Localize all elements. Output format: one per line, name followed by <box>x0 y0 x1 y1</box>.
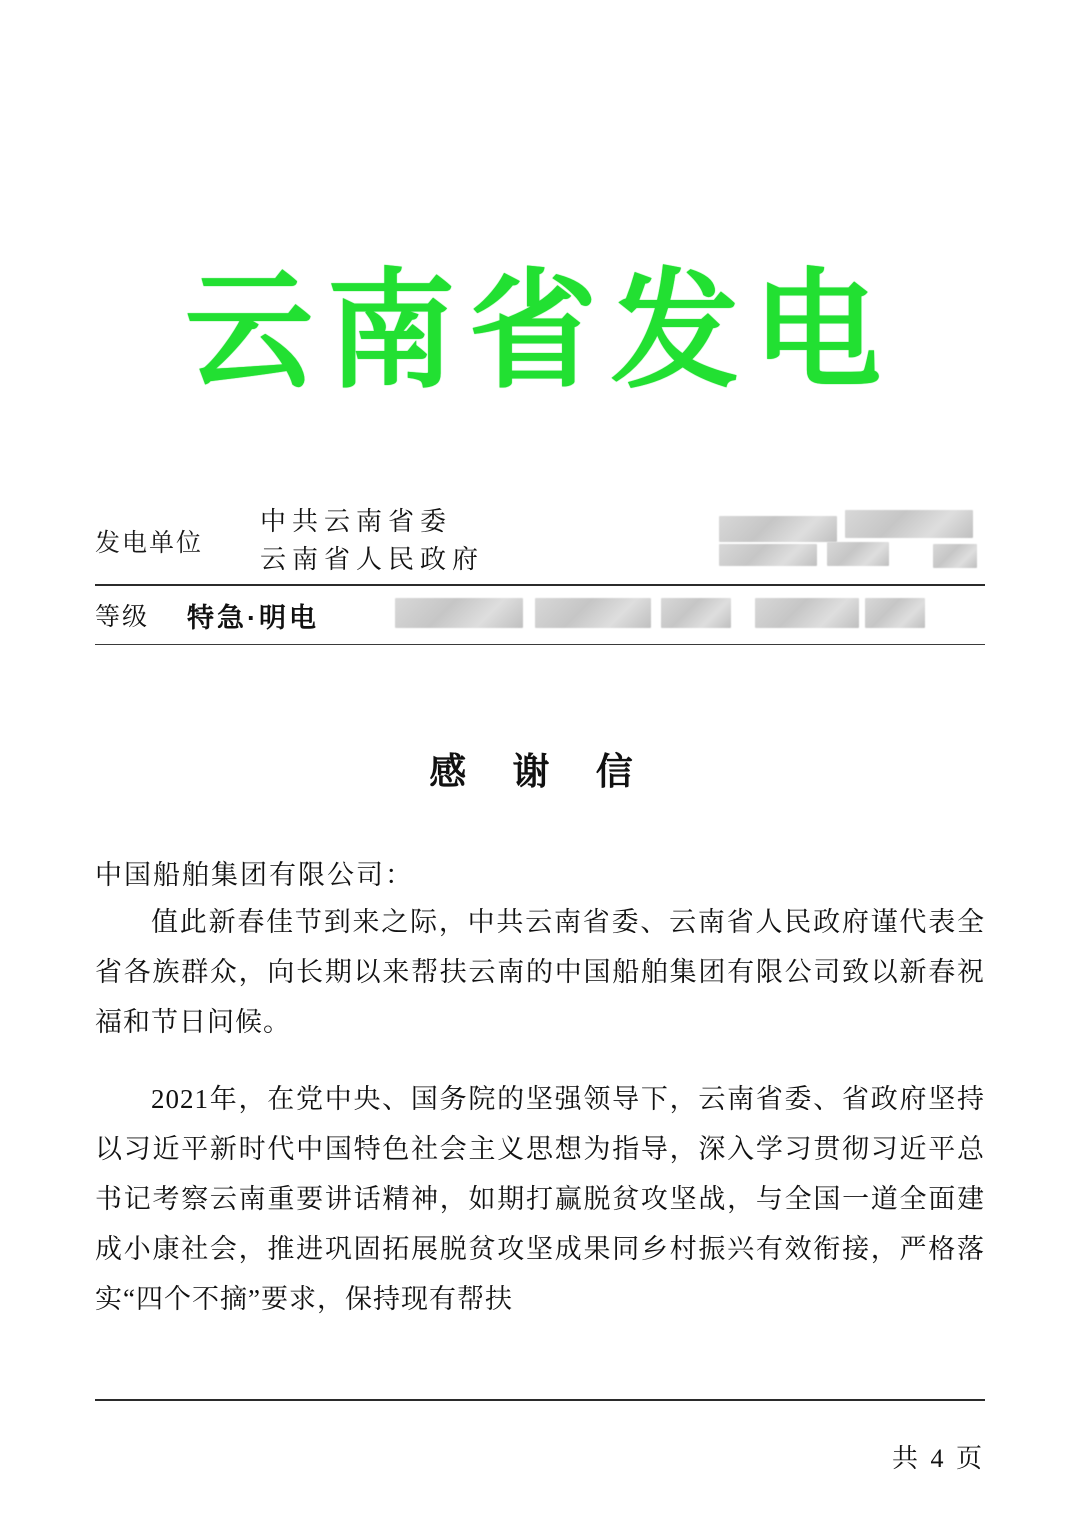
sender-row <box>95 504 985 578</box>
level-value: 特急·明电 <box>187 602 319 633</box>
document-title: 感 谢 信 <box>429 751 651 792</box>
redacted-block-5 <box>933 544 977 568</box>
body-paragraph-1: 值此新春佳节到来之际，中共云南省委、云南省人民政府谨代表全省各族群众，向长期以来帮扶云南的中国船舶集团有限公司致以新春祝福和节日问候。 <box>95 907 985 1037</box>
redacted-block-7 <box>535 598 651 628</box>
level-row <box>95 586 985 644</box>
sender-label: 发电单位 <box>95 530 204 557</box>
redacted-block-9 <box>755 598 859 628</box>
sender-line-1: 中共云南省委 <box>260 507 453 537</box>
body-paragraph-2: 2021年，在党中央、国务院的坚强领导下，云南省委、省政府坚持以习近平新时代中国特色社会主义思想为指导，深入学习贯彻习近平总书记考察云南重要讲话精神，如期打赢脱贫攻坚战，与全国一道全面建成小康社会，推进巩固拓展脱贫攻坚成果同乡村振兴有效衔接，严格落实“四个不摘”要求，保持现有帮扶 <box>95 1083 985 1314</box>
redacted-block-10 <box>865 598 925 628</box>
sender-names <box>260 503 484 578</box>
telegram-header-block <box>95 504 985 645</box>
salutation: 中国船舶集团有限公司： <box>95 860 414 890</box>
redacted-block-8 <box>661 598 731 628</box>
redacted-block-4 <box>719 544 817 566</box>
redacted-block-2 <box>719 516 837 542</box>
level-label: 等级 <box>95 604 150 631</box>
masthead-title: 云南省发电 <box>184 261 895 403</box>
header-divider-bottom <box>95 644 985 645</box>
redacted-block-1 <box>845 510 973 538</box>
sender-line-2: 云南省人民政府 <box>260 545 485 574</box>
masthead <box>95 0 985 403</box>
redacted-block-6 <box>395 598 523 628</box>
redacted-block-3 <box>827 542 889 566</box>
page-number: 共 4 页 <box>891 1444 985 1473</box>
footer-divider <box>95 1399 985 1401</box>
